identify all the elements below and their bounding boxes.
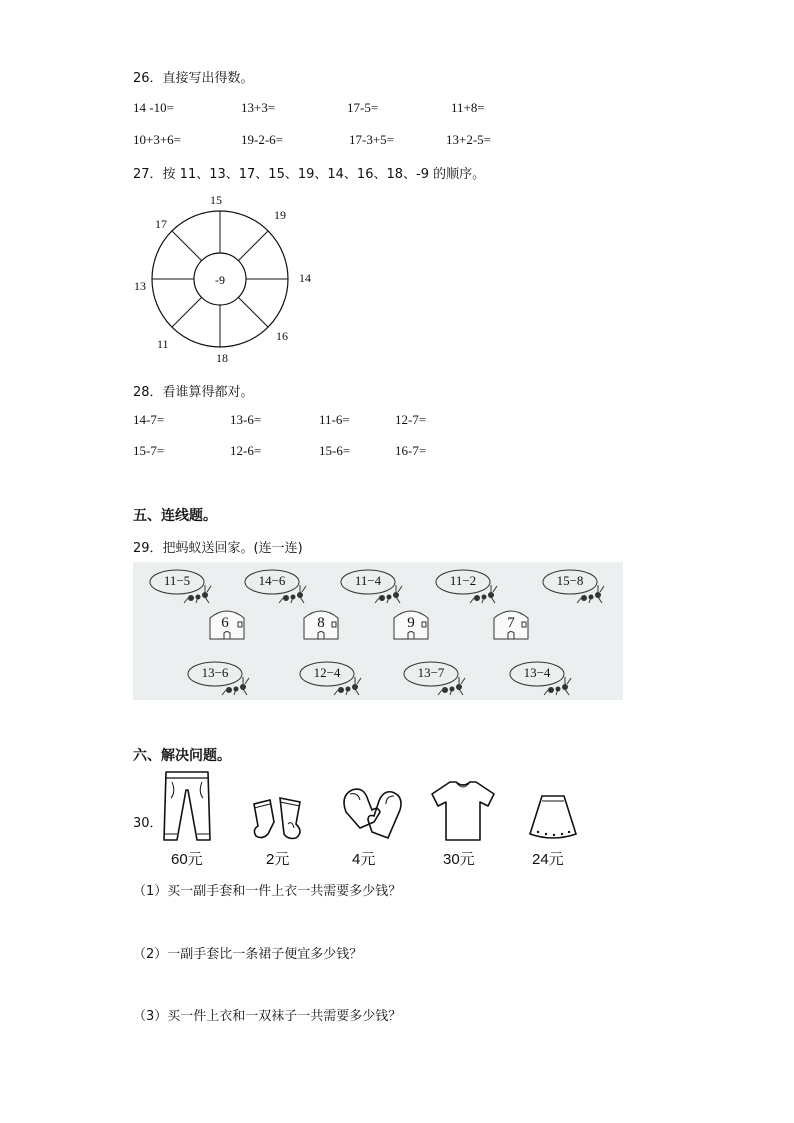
price-socks: 2元: [266, 851, 290, 868]
wheel-spoke: [172, 297, 202, 327]
price-mittens: 4元: [352, 851, 376, 868]
wheel-number-top-left: 17: [155, 217, 167, 231]
price-skirt: 24元: [532, 851, 564, 868]
ant-card[interactable]: [242, 568, 322, 604]
ant-label: 13−6: [201, 665, 229, 680]
socks-icon: [248, 794, 310, 842]
wheel-spoke: [172, 231, 202, 261]
wheel-number-top-right: 19: [274, 208, 286, 222]
price-shirt: 30元: [443, 851, 475, 868]
wheel-number-top: 15: [210, 193, 222, 207]
house-number: 6: [221, 615, 229, 631]
ant-matching-panel: [133, 562, 623, 700]
house-card[interactable]: [389, 606, 433, 642]
ant-card[interactable]: [338, 568, 418, 604]
q28-eq-6: 12-6=: [230, 443, 262, 458]
q27-title: 27．按 11、13、17、15、19、14、16、18、-9 的顺序。: [133, 167, 486, 182]
q26-eq-3: 17-5=: [347, 100, 379, 115]
q26-eq-7: 17-3+5=: [349, 132, 394, 147]
mittens-icon: [338, 784, 406, 842]
q30-question-3: （3）买一件上衣和一双袜子一共需要多少钱？: [133, 1009, 402, 1024]
wheel-number-bottom: 18: [216, 351, 228, 365]
wheel-spoke: [238, 231, 268, 261]
q30-question-1: （1）买一副手套和一件上衣一共需要多少钱？: [133, 884, 402, 899]
wheel-spoke: [238, 297, 268, 327]
q28-eq-5: 15-7=: [133, 443, 165, 458]
skirt-icon: [526, 794, 580, 842]
q28-eq-2: 13-6=: [230, 412, 262, 427]
house-number: 8: [317, 615, 325, 631]
q30-question-2: （2）一副手套比一条裙子便宜多少钱？: [133, 947, 363, 962]
q26-eq-8: 13+2-5=: [446, 132, 491, 147]
wheel-number-left: 13: [134, 279, 146, 293]
ant-label: 14−6: [258, 573, 286, 588]
shirt-icon: [430, 778, 496, 842]
house-card[interactable]: [299, 606, 343, 642]
ant-card[interactable]: [401, 660, 481, 696]
pants-icon: [160, 770, 214, 842]
ant-card[interactable]: [507, 660, 587, 696]
wheel-number-bottom-left: 11: [157, 337, 169, 351]
q26-eq-2: 13+3=: [241, 100, 276, 115]
q26-eq-1: 14 -10=: [133, 100, 174, 115]
q26-title: 26．直接写出得数。: [133, 71, 254, 86]
q28-eq-1: 14-7=: [133, 412, 165, 427]
ant-label: 13−7: [417, 665, 445, 680]
price-pants: 60元: [171, 851, 203, 868]
q28-eq-8: 16-7=: [395, 443, 427, 458]
ant-card[interactable]: [433, 568, 513, 604]
house-card[interactable]: [205, 606, 249, 642]
ant-label: 11−2: [449, 573, 477, 588]
ant-card[interactable]: [540, 568, 620, 604]
q26-eq-4: 11+8=: [451, 100, 485, 115]
ant-label: 13−4: [523, 665, 551, 680]
house-number: 9: [407, 615, 415, 631]
ant-card[interactable]: [297, 660, 377, 696]
ant-label: 12−4: [313, 665, 341, 680]
house-card[interactable]: [489, 606, 533, 642]
q29-title: 29．把蚂蚁送回家。(连一连): [133, 541, 303, 556]
ant-card[interactable]: [147, 568, 227, 604]
section-5-title: 五、连线题。: [133, 508, 217, 524]
section-6-title: 六、解决问题。: [133, 748, 231, 764]
q26-eq-6: 19-2-6=: [241, 132, 283, 147]
ant-card[interactable]: [185, 660, 265, 696]
q28-eq-7: 15-6=: [319, 443, 351, 458]
wheel-number-bottom-right: 16: [276, 329, 288, 343]
wheel-number-right: 14: [299, 271, 311, 285]
q26-eq-5: 10+3+6=: [133, 132, 181, 147]
q28-title: 28．看谁算得都对。: [133, 385, 254, 400]
ant-label: 11−5: [163, 573, 191, 588]
q28-eq-3: 11-6=: [319, 412, 350, 427]
q30-number: 30．: [133, 816, 163, 831]
q28-eq-4: 12-7=: [395, 412, 427, 427]
house-number: 7: [507, 615, 515, 631]
ant-label: 11−4: [354, 573, 382, 588]
wheel-center-number: -9: [215, 273, 225, 287]
ant-label: 15−8: [556, 573, 584, 588]
